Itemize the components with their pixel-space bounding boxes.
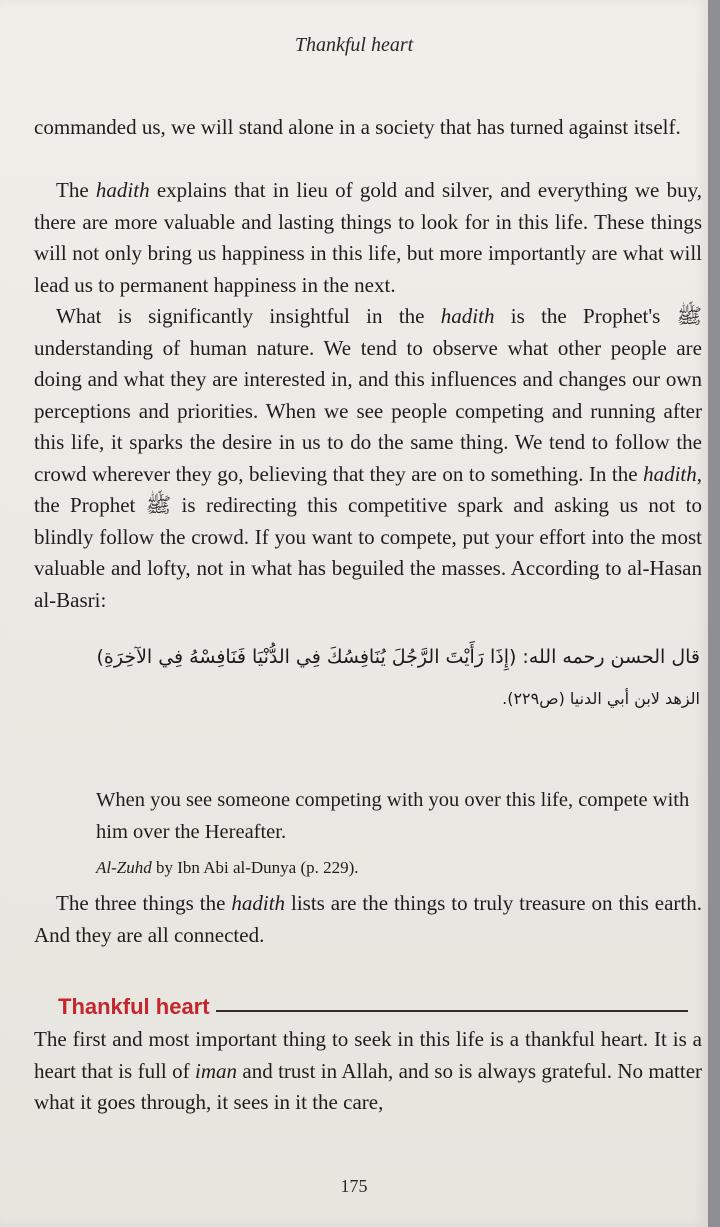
paragraph-text: commanded us, we will stand alone in a society that has turned against itself.	[34, 115, 681, 139]
arabic-quote-block	[90, 640, 700, 716]
paragraph-text: explains that in lieu of gold and silver, and everything we buy, there are more valuable and lasting things to look for in this life. These things will not only bring us happiness in this life, but more importantly are what will lead us to permanent happiness in the next.	[34, 178, 702, 297]
paragraph-text: lists are the things to truly treasure on this earth. And they are all connected.	[34, 891, 702, 947]
paragraph-continued	[34, 112, 702, 144]
english-quote: When you see someone competing with you over this life, compete with him over the Hereafter.	[96, 789, 690, 843]
paragraph-text: The	[56, 178, 96, 202]
paragraph-first-thing	[34, 1024, 702, 1119]
paragraph-text: The first and most important thing to seek in this life is a thankful heart. It is a heart that is full of	[34, 1027, 702, 1083]
arabic-quote: قال الحسن رحمه الله: (إِذَا رَأَيْتَ الرَّجُلَ يُنَافِسُكَ فِي الدُّنْيَا فَنَافِسْهُ فِي الآخِرَةِ)	[96, 646, 700, 668]
paragraph-text: is the Prophet's ﷺ understanding of human nature. We tend to observe what other people are doing and what they are interested in, and this influences and changes our own perceptions and priorities. When we see people competing and running after this life, it sparks the desire in us to do the same thing. We tend to follow the crowd wherever they go, believing that they are on to something. In the	[34, 304, 702, 486]
heading-rule	[216, 1010, 688, 1012]
running-header: Thankful heart	[294, 34, 414, 56]
quote-source	[96, 858, 359, 878]
section-heading	[58, 994, 688, 1020]
paragraph-three-things	[34, 888, 702, 951]
paragraph-hadith-explains	[34, 175, 702, 301]
emphasis-term: hadith	[231, 891, 286, 915]
page-number: 175	[340, 1176, 368, 1196]
emphasis-term: hadith	[95, 178, 150, 202]
section-heading-title: Thankful heart	[58, 994, 210, 1019]
paragraph-text: and trust in Allah, and so is always grateful. No matter what it goes through, it sees in it the care,	[34, 1058, 703, 1114]
source-detail: by Ibn Abi al-Dunya (p. 229).	[151, 858, 359, 877]
emphasis-term: hadith	[440, 304, 495, 328]
arabic-reference: الزهد لابن أبي الدنيا (ص٢٢٩).	[502, 689, 700, 708]
paragraph-text: , the Prophet ﷺ is redirecting this competitive spark and asking us not to blindly follow the crowd. If you want to compete, put your effort into the most valuable and lofty, not in what has beguiled the masses. According to al-Hasan al-Basri:	[34, 461, 702, 612]
paragraph-text: What is significantly insightful in the	[56, 304, 441, 328]
emphasis-term: iman	[195, 1058, 237, 1083]
paragraph-insightful	[34, 301, 702, 616]
emphasis-term: hadith	[643, 461, 697, 486]
source-title: Al-Zuhd	[96, 858, 152, 877]
paragraph-text: The three things the	[56, 891, 232, 915]
